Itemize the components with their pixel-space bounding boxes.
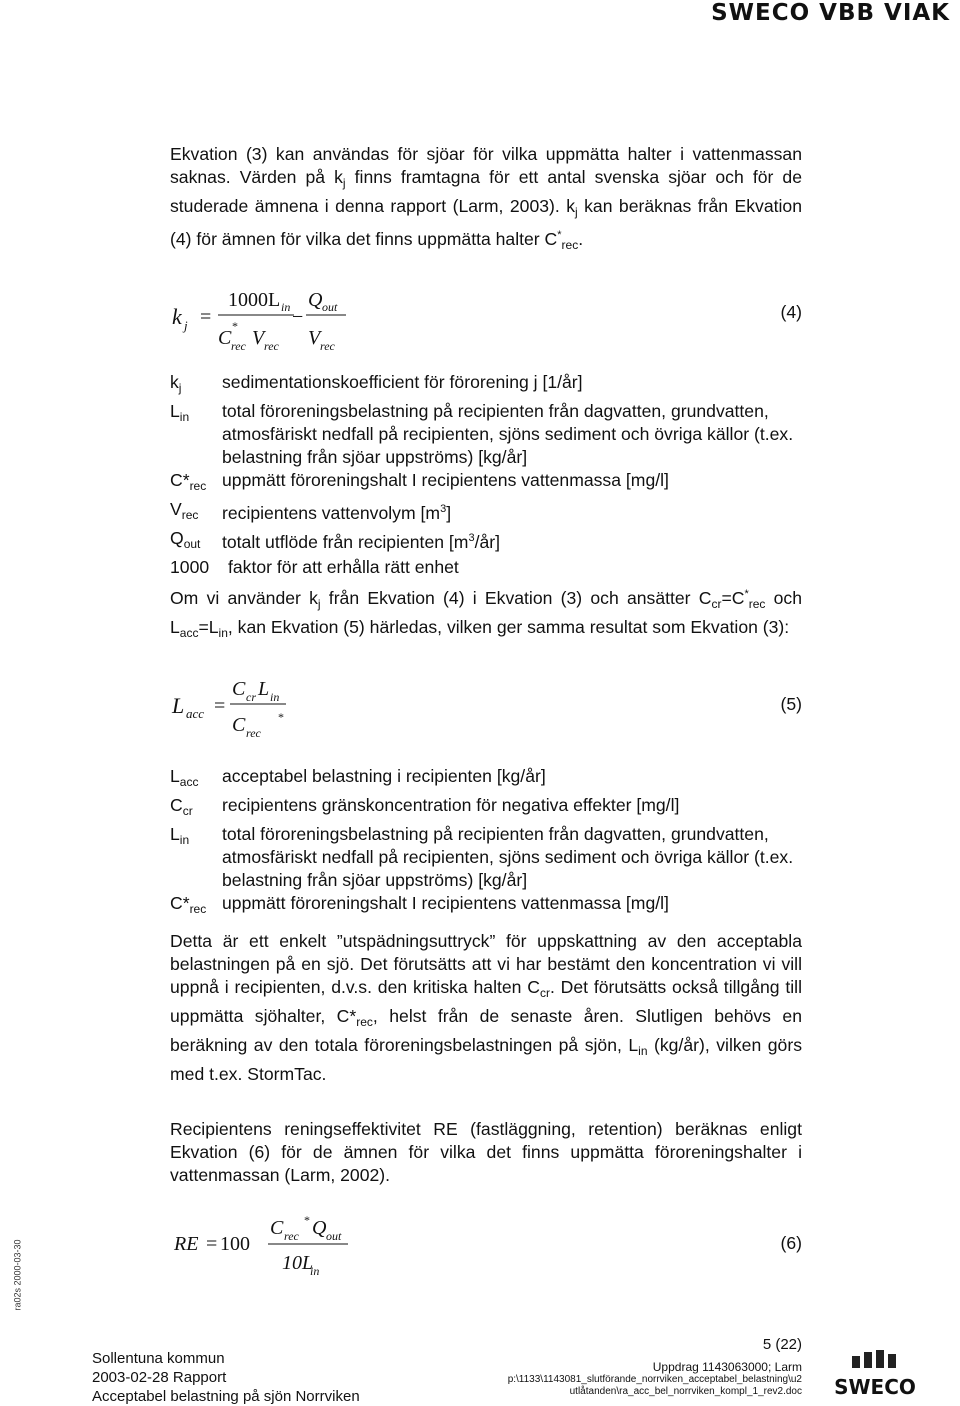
def2-sym: L — [170, 766, 180, 786]
eq4-den1-sup: * — [232, 319, 238, 333]
def1-desc: sedimentationskoefficient för förorening j [1/år] — [222, 372, 583, 392]
paragraph-1 — [170, 143, 802, 257]
def1-sub: in — [179, 410, 190, 424]
logo-text: SWECO — [834, 1375, 916, 1399]
def1-desc: total föroreningsbelastning på recipienten från dagvatten, grundvatten, atmosfäriskt nedfall på recipienten, sjöns sediment och övriga källor (t.ex. belastning från sjöar uppströms) [kg/år] — [222, 401, 794, 467]
eq4-num1: 1000L — [228, 289, 281, 311]
def2-sub: acc — [179, 775, 199, 789]
eq6-num: C — [270, 1217, 284, 1239]
p3-sub-a: cr — [539, 986, 550, 1000]
eq4-den1b-sub: rec — [264, 339, 279, 352]
eq6-den: 10L — [282, 1252, 314, 1274]
def2-sub: rec — [189, 902, 207, 916]
definitions-2 — [170, 765, 802, 921]
def1-sub: rec — [189, 479, 207, 493]
p2-sub-b: cr — [711, 597, 722, 611]
eq6-number: (6) — [780, 1233, 802, 1253]
def2-desc: total föroreningsbelastning på recipienten från dagvatten, grundvatten, atmosfäriskt nedfall på recipienten, sjöns sediment och övriga källor (t.ex. belastning från sjöar uppströms) [kg/år] — [222, 824, 794, 890]
def1-row-kj — [170, 371, 802, 400]
eq5-den-sub: rec — [246, 726, 261, 740]
def2-sym: L — [170, 824, 180, 844]
eq6-num-sup: * — [304, 1213, 310, 1227]
def1-sup: 3 — [440, 503, 447, 515]
def2-sub: cr — [182, 804, 193, 818]
eq5-num-sub: cr — [246, 690, 256, 704]
paragraph-4: Recipientens reningseffektivitet RE (fastläggning, retention) beräknas enligt Ekvation (6) för de ämnen för vilka det finns uppmätta föroreningshalter i vattenmassan (Larm, 2002). — [170, 1119, 802, 1185]
footer-date: 2003-02-28 Rapport — [92, 1369, 227, 1386]
def1-sym: C* — [170, 470, 190, 490]
p1-text-d: . — [578, 229, 584, 249]
def1-row-qout — [170, 527, 802, 556]
def2-row-crec — [170, 892, 802, 921]
def1-sym: 1000 — [170, 557, 210, 577]
eq5-den-sup: * — [278, 710, 284, 724]
p2-text-d: och L — [170, 588, 803, 637]
side-code: ra02s 2000-03-30 — [12, 1239, 23, 1311]
p1-sub-c: rec — [561, 238, 579, 252]
eq4-den1-sub: rec — [231, 339, 246, 352]
equation-6 — [170, 1212, 370, 1282]
p2-sub-a: j — [317, 597, 321, 611]
p3-text-d: (kg/år), vilken görs med t.ex. StormTac. — [170, 1035, 802, 1084]
eq4-den1: C — [218, 327, 232, 349]
eq5-num2: L — [258, 678, 270, 700]
eq4-den2: V — [308, 327, 321, 349]
p2-sub-e: in — [218, 626, 228, 640]
eq6-equals: = — [206, 1233, 218, 1255]
p2-sub-c: rec — [748, 597, 766, 611]
footer-org: Sollentuna kommun — [92, 1350, 225, 1367]
footer-path-line2: utlåtanden\ra_acc_bel_norrviken_kompl_1_rev2.doc — [569, 1386, 802, 1397]
p2-sub-d: acc — [179, 626, 199, 640]
def1-desc: faktor för att erhålla rätt enhet — [228, 557, 459, 577]
def1-desc: recipientens vattenvolym [m — [222, 503, 441, 523]
def1-sym: L — [170, 401, 180, 421]
def2-sub: in — [179, 833, 190, 847]
p2-text-f: , kan Ekvation (5) härledas, vilken ger samma resultat som Ekvation (3): — [227, 617, 790, 637]
paragraph-3 — [170, 930, 802, 1086]
def1-desc2: ] — [446, 503, 452, 523]
eq5-den: C — [232, 714, 246, 736]
footer-title: Acceptabel belastning på sjön Norrviken — [92, 1388, 360, 1405]
footer-left — [92, 1349, 360, 1406]
eq4-lhs: k — [172, 304, 182, 329]
p2-text-a: Om vi använder k — [170, 588, 318, 608]
def1-desc2: /år] — [474, 532, 500, 552]
def1-sym: V — [170, 499, 182, 519]
brand-header: SWECO VBB VIAK — [711, 0, 950, 26]
footer-path — [508, 1374, 802, 1398]
def1-sub: rec — [181, 508, 199, 522]
def1-row-crec — [170, 469, 802, 498]
p3-sub-b: rec — [356, 1015, 373, 1029]
equation-4 — [170, 282, 420, 352]
def2-sym: C — [170, 795, 183, 815]
def1-row-1000 — [170, 556, 802, 579]
eq6-den-sub: in — [310, 1264, 320, 1278]
eq5-number: (5) — [780, 694, 802, 714]
p2-sup-c: * — [744, 588, 749, 600]
eq4-den1b: V — [252, 327, 265, 349]
p1-sup-c: * — [557, 229, 562, 241]
eq6-num2: Q — [312, 1217, 327, 1239]
def1-desc: uppmätt föroreningshalt I recipientens vattenmassa [mg/l] — [222, 470, 669, 490]
definitions-1 — [170, 371, 802, 579]
p1-sub-a: j — [342, 176, 346, 190]
p1-text-b: finns framtagna för ett antal svenska sjöar och för de studerade ämnena i denna rapport (Larm, 2003). k — [170, 167, 802, 216]
p3-text-c: , helst från de senaste åren. Slutligen behövs en beräkning av den totala föroreningsbelastningen på sjön, L — [170, 1006, 802, 1055]
eq4-lhs-sub: j — [184, 318, 188, 333]
p2-text-e: =L — [198, 617, 219, 637]
eq5-lhs-sub: acc — [186, 706, 205, 721]
p3-text-b: . Det förutsätts också tillgång till uppmätta sjöhalter, C* — [170, 977, 802, 1026]
footer-page: 5 (22) — [762, 1336, 802, 1353]
def2-row-lacc — [170, 765, 802, 794]
equation-5 — [170, 675, 370, 745]
def1-sym: Q — [170, 528, 184, 548]
def1-sub: out — [183, 537, 201, 551]
def2-row-lin — [170, 823, 802, 892]
p1-sub-b: j — [575, 205, 578, 219]
eq6-num-sub: rec — [284, 1229, 299, 1243]
footer-order: Uppdrag 1143063000; Larm — [652, 1360, 802, 1374]
p1-text-c: kan beräknas från Ekvation (4) för ämnen för vilka det finns uppmätta halter C — [170, 196, 802, 249]
eq5-num: C — [232, 678, 246, 700]
eq6-num2-sub: out — [326, 1229, 342, 1243]
footer-path-line1: p:\1133\1143081_slutförande_norrviken_acceptabel_belastning\u2 — [507, 1374, 802, 1385]
p3-text-a: Detta är ett enkelt ”utspädningsuttryck” för uppskattning av den acceptabla belastningen på en sjö. Det förutsätts att vi har bestämt den koncentration vi vill uppnå i recipienten, d.v.s. den kritiska halten C — [170, 931, 802, 997]
eq4-num2: Q — [308, 289, 323, 311]
eq4-equals: = — [200, 306, 212, 328]
eq4-num2-sub: out — [322, 300, 338, 314]
p3-sub-c: in — [638, 1044, 648, 1058]
def1-sym: k — [170, 372, 179, 392]
eq4-minus: − — [292, 306, 304, 328]
def2-desc: uppmätt föroreningshalt I recipientens vattenmassa [mg/l] — [222, 893, 669, 913]
eq5-num2-sub: in — [270, 690, 280, 704]
eq5-lhs: L — [172, 693, 185, 718]
eq4-num1-sub: in — [281, 300, 291, 314]
def1-sub: j — [178, 381, 182, 395]
def1-row-vrec — [170, 498, 802, 527]
sweco-logo — [800, 1348, 950, 1400]
def1-row-lin — [170, 400, 802, 469]
def2-desc: acceptabel belastning i recipienten [kg/år] — [222, 766, 546, 786]
def1-sup: 3 — [468, 532, 475, 544]
def2-row-ccr — [170, 794, 802, 823]
eq4-number: (4) — [780, 302, 802, 322]
p1-text-a: Ekvation (3) kan användas för sjöar för vilka uppmätta halter i vattenmassan saknas. Värden på k — [170, 144, 802, 187]
eq4-den2-sub: rec — [320, 339, 335, 352]
def1-desc: totalt utflöde från recipienten [m — [222, 532, 469, 552]
logo-mark — [852, 1350, 896, 1368]
def2-desc: recipientens gränskoncentration för negativa effekter [mg/l] — [222, 795, 680, 815]
paragraph-2 — [170, 583, 802, 645]
def2-sym: C* — [170, 893, 190, 913]
eq6-lhs: RE — [174, 1233, 199, 1255]
p2-text-b: från Ekvation (4) i Ekvation (3) och ansätter C — [320, 588, 712, 608]
p2-text-c: =C — [721, 588, 745, 608]
eq5-equals: = — [214, 695, 226, 717]
eq6-coef: 100 — [220, 1233, 250, 1255]
